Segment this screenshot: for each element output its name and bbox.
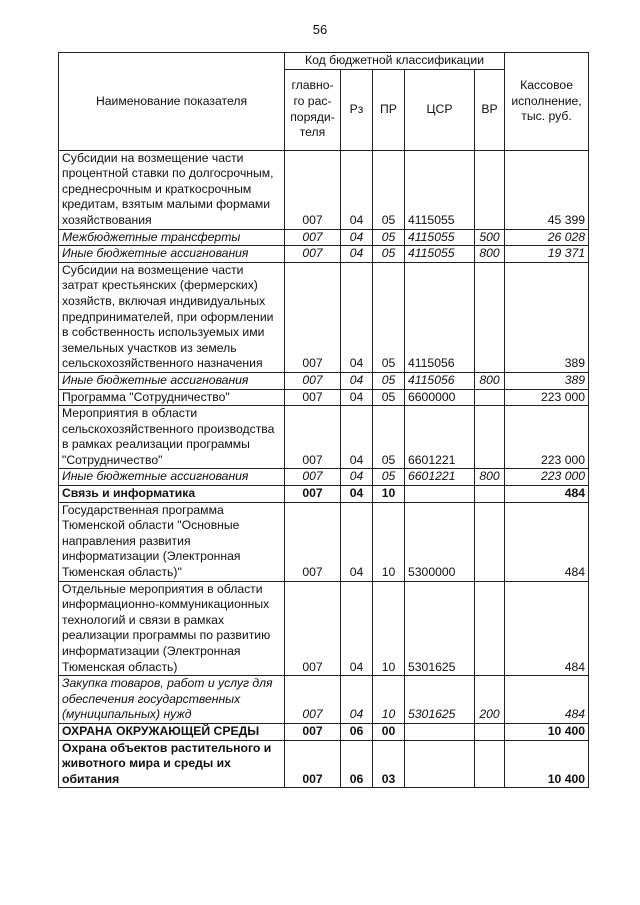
row-name: Субсидии на возмещение части затрат крестьянских (фермерских) хозяйств, включая индивидуальных предпринимателей, при оформлении в собственность используемых ими земельных участков из земель сельскохозяйственного назначения	[59, 262, 285, 372]
table-row	[59, 229, 589, 246]
row-csr: 4115055	[405, 246, 475, 263]
header-vr: ВР	[475, 69, 505, 150]
row-sum: 223 000	[505, 469, 589, 486]
row-csr: 5301625	[405, 676, 475, 724]
row-vr: 800	[475, 246, 505, 263]
row-vr	[475, 486, 505, 503]
table-row	[59, 740, 589, 788]
row-sum: 10 400	[505, 723, 589, 740]
row-rz: 04	[341, 486, 373, 503]
row-pr: 05	[373, 150, 405, 229]
row-pr: 05	[373, 246, 405, 263]
row-sum: 10 400	[505, 740, 589, 788]
row-pr: 05	[373, 229, 405, 246]
table-row	[59, 406, 589, 469]
row-pr: 10	[373, 502, 405, 581]
row-rz: 04	[341, 581, 373, 676]
row-rz: 04	[341, 246, 373, 263]
row-name: Программа "Сотрудничество"	[59, 389, 285, 406]
row-csr	[405, 723, 475, 740]
row-vr	[475, 262, 505, 372]
row-glav: 007	[285, 581, 341, 676]
row-csr: 6601221	[405, 469, 475, 486]
row-csr: 6600000	[405, 389, 475, 406]
row-vr	[475, 502, 505, 581]
row-rz: 04	[341, 229, 373, 246]
row-name: Связь и информатика	[59, 486, 285, 503]
header-glav: главно- го рас- поряди- теля	[285, 69, 341, 150]
row-vr: 200	[475, 676, 505, 724]
row-sum: 223 000	[505, 389, 589, 406]
row-glav: 007	[285, 502, 341, 581]
row-vr: 500	[475, 229, 505, 246]
row-name: Иные бюджетные ассигнования	[59, 469, 285, 486]
row-sum: 389	[505, 262, 589, 372]
row-name: Иные бюджетные ассигнования	[59, 246, 285, 263]
row-rz: 04	[341, 389, 373, 406]
row-csr: 5301625	[405, 581, 475, 676]
header-csr: ЦСР	[405, 69, 475, 150]
row-pr: 10	[373, 486, 405, 503]
row-glav: 007	[285, 389, 341, 406]
row-csr	[405, 486, 475, 503]
row-rz: 06	[341, 723, 373, 740]
row-sum: 26 028	[505, 229, 589, 246]
row-rz: 04	[341, 406, 373, 469]
header-name: Наименование показателя	[59, 53, 285, 151]
row-vr: 800	[475, 469, 505, 486]
row-csr: 4115056	[405, 372, 475, 389]
row-sum: 484	[505, 502, 589, 581]
row-glav: 007	[285, 229, 341, 246]
row-pr: 05	[373, 469, 405, 486]
table-row	[59, 723, 589, 740]
row-vr	[475, 740, 505, 788]
table-row	[59, 262, 589, 372]
row-rz: 06	[341, 740, 373, 788]
table-row	[59, 502, 589, 581]
row-rz: 04	[341, 372, 373, 389]
table-row	[59, 389, 589, 406]
row-csr: 6601221	[405, 406, 475, 469]
row-vr	[475, 723, 505, 740]
row-csr: 4115056	[405, 262, 475, 372]
table-row	[59, 486, 589, 503]
row-vr: 800	[475, 372, 505, 389]
row-glav: 007	[285, 372, 341, 389]
row-vr	[475, 389, 505, 406]
row-name: Субсидии на возмещение части процентной ставки по долгосрочным, среднесрочным и краткосрочным кредитам, взятым малыми формами хозяйствования	[59, 150, 285, 229]
row-csr: 5300000	[405, 502, 475, 581]
row-name: Государственная программа Тюменской области "Основные направления развития информатизации (Электронная Тюменская область)"	[59, 502, 285, 581]
table-row	[59, 469, 589, 486]
table-row	[59, 150, 589, 229]
row-sum: 223 000	[505, 406, 589, 469]
table-row	[59, 581, 589, 676]
table-body	[59, 150, 589, 788]
row-sum: 45 399	[505, 150, 589, 229]
table-row	[59, 676, 589, 724]
row-name: Отдельные мероприятия в области информационно-коммуникационных технологий и связи в рамках реализации программы по развитию информатизации (Электронная Тюменская область)	[59, 581, 285, 676]
row-sum: 484	[505, 486, 589, 503]
row-name: ОХРАНА ОКРУЖАЮЩЕЙ СРЕДЫ	[59, 723, 285, 740]
table-row	[59, 372, 589, 389]
row-vr	[475, 150, 505, 229]
row-pr: 10	[373, 676, 405, 724]
row-rz: 04	[341, 262, 373, 372]
row-pr: 03	[373, 740, 405, 788]
budget-table	[58, 52, 589, 788]
row-rz: 04	[341, 676, 373, 724]
row-vr	[475, 581, 505, 676]
row-csr	[405, 740, 475, 788]
row-rz: 04	[341, 469, 373, 486]
row-glav: 007	[285, 469, 341, 486]
row-sum: 389	[505, 372, 589, 389]
row-pr: 05	[373, 262, 405, 372]
row-pr: 05	[373, 372, 405, 389]
header-pr: ПР	[373, 69, 405, 150]
row-glav: 007	[285, 262, 341, 372]
row-glav: 007	[285, 406, 341, 469]
row-pr: 05	[373, 389, 405, 406]
page-number: 56	[312, 22, 328, 37]
row-pr: 05	[373, 406, 405, 469]
row-rz: 04	[341, 502, 373, 581]
row-glav: 007	[285, 676, 341, 724]
header-rz: Рз	[341, 69, 373, 150]
header-sum: Кассовое исполнение, тыс. руб.	[505, 53, 589, 151]
row-vr	[475, 406, 505, 469]
row-csr: 4115055	[405, 229, 475, 246]
row-rz: 04	[341, 150, 373, 229]
row-glav: 007	[285, 246, 341, 263]
row-glav: 007	[285, 150, 341, 229]
row-name: Иные бюджетные ассигнования	[59, 372, 285, 389]
row-sum: 484	[505, 676, 589, 724]
row-pr: 00	[373, 723, 405, 740]
row-csr: 4115055	[405, 150, 475, 229]
row-sum: 484	[505, 581, 589, 676]
row-glav: 007	[285, 723, 341, 740]
row-name: Закупка товаров, работ и услуг для обеспечения государственных (муниципальных) нужд	[59, 676, 285, 724]
row-sum: 19 371	[505, 246, 589, 263]
row-name: Межбюджетные трансферты	[59, 229, 285, 246]
table-row	[59, 246, 589, 263]
row-glav: 007	[285, 740, 341, 788]
header-code-group: Код бюджетной классификации	[285, 53, 505, 70]
row-glav: 007	[285, 486, 341, 503]
row-name: Мероприятия в области сельскохозяйственного производства в рамках реализации программы "Сотрудничество"	[59, 406, 285, 469]
row-pr: 10	[373, 581, 405, 676]
row-name: Охрана объектов растительного и животного мира и среды их обитания	[59, 740, 285, 788]
